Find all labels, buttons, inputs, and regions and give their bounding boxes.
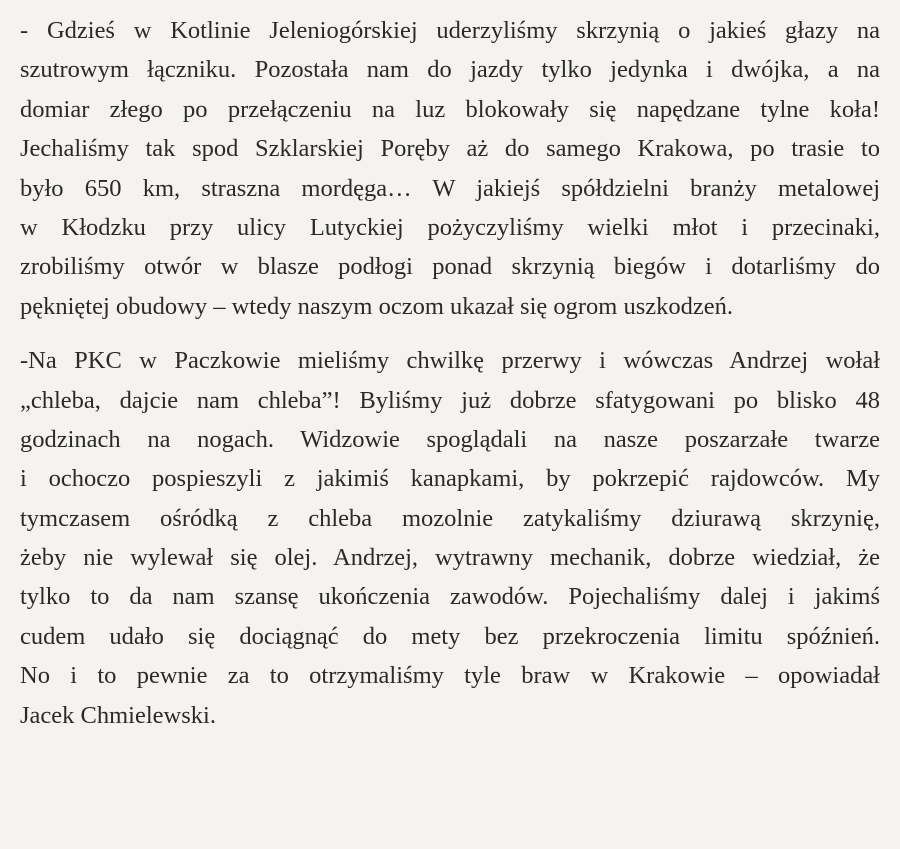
text-line: Jechaliśmy tak spod Szklarskiej Poręby aż do samego Krakowa, po trasie to bbox=[20, 135, 880, 163]
text-line: szutrowym łączniku. Pozostała nam do jazdy tylko jedynka i dwójka, a na bbox=[20, 56, 880, 84]
text-line: -Na PKC w Paczkowie mieliśmy chwilkę przerwy i wówczas Andrzej wołał bbox=[20, 347, 880, 375]
text-line: tymczasem ośródką z chleba mozolnie zatykaliśmy dziurawą skrzynię, bbox=[20, 504, 880, 532]
text-line: domiar złego po przełączeniu na luz blokowały się napędzane tylne koła! bbox=[20, 95, 880, 123]
text-line: żeby nie wylewał się olej. Andrzej, wytrawny mechanik, dobrze wiedział, że bbox=[20, 544, 880, 572]
paragraph-paczkow-stop bbox=[20, 341, 880, 735]
text-line: zrobiliśmy otwór w blasze podłogi ponad skrzynią biegów i dotarliśmy do bbox=[20, 253, 880, 281]
text-line: - Gdzieś w Kotlinie Jeleniogórskiej uderzyliśmy skrzynią o jakieś głazy na bbox=[20, 17, 880, 44]
text-line: „chleba, dajcie nam chleba”! Byliśmy już dobrze sfatygowani po blisko 48 bbox=[20, 386, 880, 414]
text-line: w Kłodzku przy ulicy Lutyckiej pożyczyliśmy wielki młot i przecinaki, bbox=[20, 213, 880, 241]
text-line: tylko to da nam szansę ukończenia zawodów. Pojechaliśmy dalej i jakimś bbox=[20, 583, 880, 611]
text-line: było 650 km, straszna mordęga… W jakiejś spółdzielni branży metalowej bbox=[20, 174, 880, 202]
text-line: No i to pewnie za to otrzymaliśmy tyle braw w Krakowie – opowiadał bbox=[20, 662, 880, 690]
text-line: godzinach na nogach. Widzowie spoglądali na nasze poszarzałe twarze bbox=[20, 425, 880, 453]
text-line: Jacek Chmielewski. bbox=[20, 701, 216, 729]
paragraph-spacer bbox=[20, 326, 880, 341]
paragraph-gearbox-damage bbox=[20, 11, 880, 326]
text-line: cudem udało się dociągnąć do mety bez przekroczenia limitu spóźnień. bbox=[20, 622, 880, 650]
text-line: pękniętej obudowy – wtedy naszym oczom ukazał się ogrom uszkodzeń. bbox=[20, 292, 734, 320]
text-line: i ochoczo pospieszyli z jakimiś kanapkami, by pokrzepić rajdowców. My bbox=[20, 465, 880, 493]
